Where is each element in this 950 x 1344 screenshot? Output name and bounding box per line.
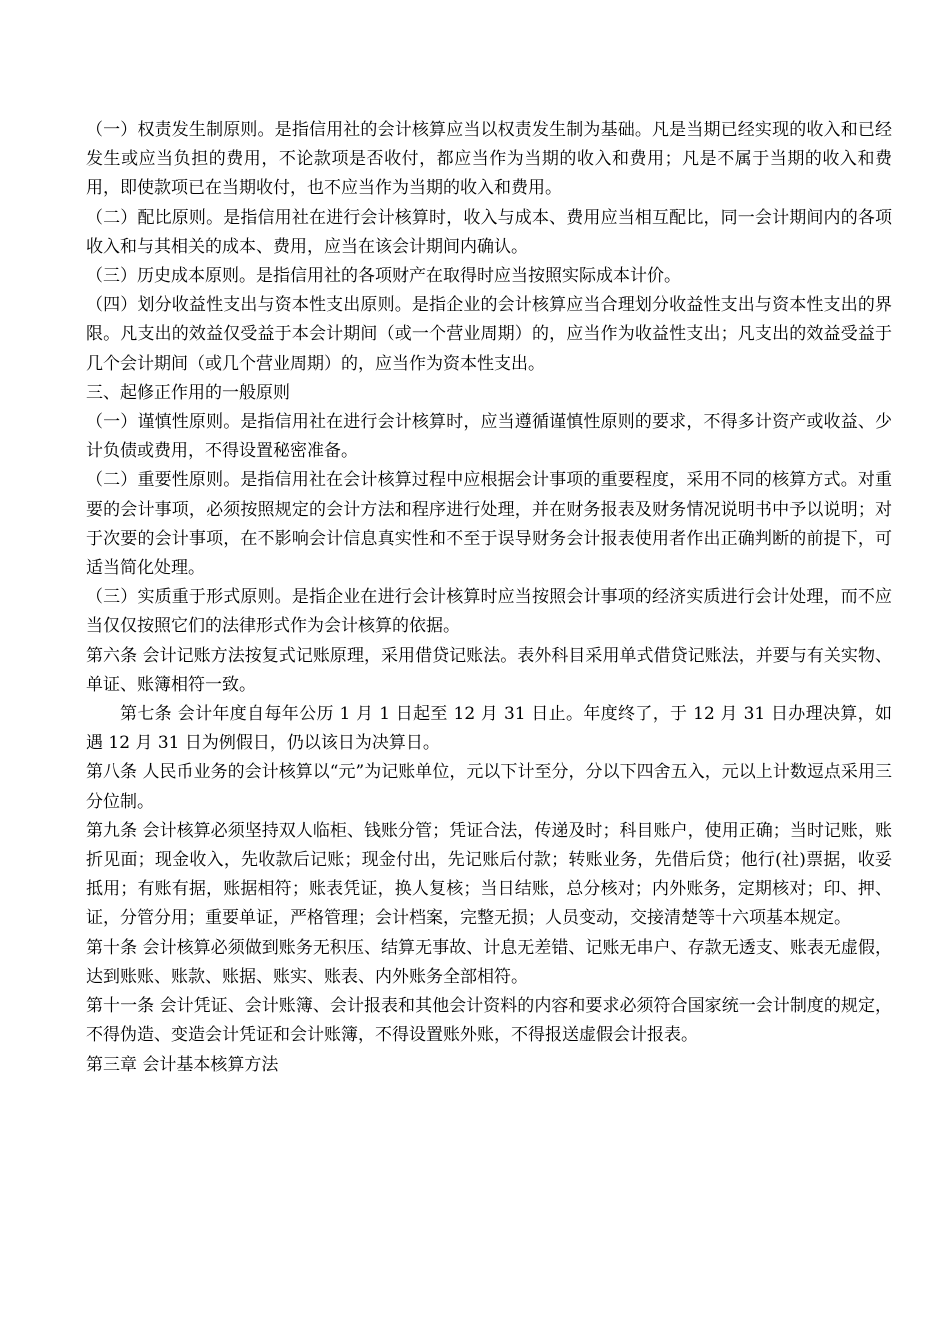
paragraph-matching-principle: （二）配比原则。是指信用社在进行会计核算时，收入与成本、费用应当相互配比，同一会计期间内的各项收入和与其相关的成本、费用，应当在该会计期间内确认。 [86,207,892,257]
article-10: 第十条 会计核算必须做到账务无积压、结算无事故、计息无差错、记账无串户、存款无透支、账表无虚假，达到账账、账款、账据、账实、账表、内外账务全部相符。 [86,937,892,987]
paragraph-accrual-principle: （一）权责发生制原则。是指信用社的会计核算应当以权责发生制为基础。凡是当期已经实现的收入和已经发生或应当负担的费用，不论款项是否收付，都应当作为当期的收入和费用；凡是不属于当期的收入和费用，即使款项已在当期收付，也不应当作为当期的收入和费用。 [86,120,892,199]
paragraph-substance-over-form-principle: （三）实质重于形式原则。是指企业在进行会计核算时应当按照会计事项的经济实质进行会计处理，而不应当仅仅按照它们的法律形式作为会计核算的依据。 [86,587,892,637]
paragraph-expenditure-principle: （四）划分收益性支出与资本性支出原则。是指企业的会计核算应当合理划分收益性支出与资本性支出的界限。凡支出的效益仅受益于本会计期间（或一个营业周期）的，应当作为收益性支出；凡支出的效益受益于几个会计期间（或几个营业周期）的，应当作为资本性支出。 [86,295,892,374]
article-11: 第十一条 会计凭证、会计账簿、会计报表和其他会计资料的内容和要求必须符合国家统一会计制度的规定，不得伪造、变造会计凭证和会计账簿，不得设置账外账，不得报送虚假会计报表。 [86,996,892,1046]
document-body [86,116,892,1080]
paragraph-prudence-principle: （一）谨慎性原则。是指信用社在进行会计核算时，应当遵循谨慎性原则的要求，不得多计资产或收益、少计负债或费用，不得设置秘密准备。 [86,412,892,462]
chapter-3-heading: 第三章 会计基本核算方法 [86,1054,279,1075]
article-6: 第六条 会计记账方法按复式记账原理，采用借贷记账法。表外科目采用单式借贷记账法，并要与有关实物、单证、账簿相符一致。 [86,645,892,695]
paragraph-materiality-principle: （二）重要性原则。是指信用社在会计核算过程中应根据会计事项的重要程度，采用不同的核算方式。对重要的会计事项，必须按照规定的会计方法和程序进行处理，并在财务报表及财务情况说明书中予以说明；对于次要的会计事项，在不影响会计信息真实性和不至于误导财务会计报表使用者作出正确判断的前提下，可适当简化处理。 [86,470,892,579]
article-7: 第七条 会计年度自每年公历 1 月 1 日起至 12 月 31 日止。年度终了，于 12 月 31 日办理决算，如遇 12 月 31 日为例假日，仍以该日为决算日。 [86,704,892,754]
article-8: 第八条 人民币业务的会计核算以“元”为记账单位，元以下计至分，分以下四舍五入，元以上计数逗点采用三分位制。 [86,762,892,812]
section-heading-modifying-principles: 三、起修正作用的一般原则 [86,382,290,403]
article-9: 第九条 会计核算必须坚持双人临柜、钱账分管；凭证合法，传递及时；科目账户，使用正确；当时记账，账折见面；现金收入，先收款后记账；现金付出，先记账后付款；转账业务，先借后贷；他行(社)票据，收妥抵用；有账有据，账据相符；账表凭证，换人复核；当日结账，总分核对；内外账务，定期核对；印、押、证，分管分用；重要单证，严格管理；会计档案，完整无损；人员变动，交接清楚等十六项基本规定。 [86,820,892,929]
paragraph-historical-cost-principle: （三）历史成本原则。是指信用社的各项财产在取得时应当按照实际成本计价。 [86,266,681,287]
